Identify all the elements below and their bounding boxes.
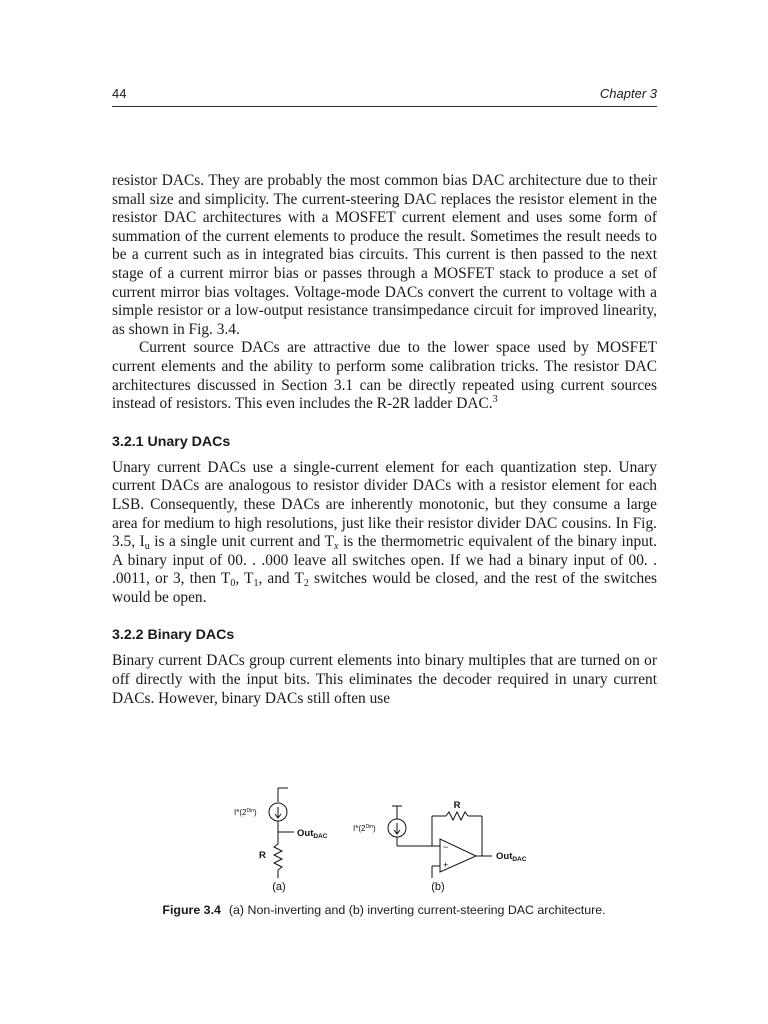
paragraph-intro: resistor DACs. They are probably the most common bias DAC architecture due to their small size and simplicity. The current-steering DAC replaces the resistor element in the resistor DAC architectures with a MOSFET current element and uses some form of summation of the current elements to produce the result. Sometimes the result needs to be a current such as in integrated bias circuits. This current is then passed to the next stage of a current mirror bias or passes through a MOSFET stack to produce a set of current mirror bias voltages. Voltage-mode DACs convert the current to voltage with a simple resistor or a low-output resistance transimpedance circuit for improved linearity, as shown in Fig. 3.4. — [112, 172, 657, 338]
opamp-minus: − — [443, 842, 449, 852]
resistor-label-a: R — [259, 850, 266, 861]
circuit-diagram — [220, 782, 550, 894]
subscript: u — [144, 541, 150, 553]
text-run: Unary current DACs use a single-current element for each quantization step. Unary current DACs are analogous to resistor divider DACs with a resistor element for each LSB. Consequently, these DACs are inherently monotonic, but they consume a large area for medium to high resolutions, just like their resistor divider DAC cousins. In Fig. 3.5, I — [112, 458, 657, 551]
caption-text: (a) Non-inverting and (b) inverting current-steering DAC architecture. — [228, 903, 606, 917]
header-rule — [112, 106, 657, 107]
subfigure-tag-b: (b) — [431, 881, 445, 893]
footnote-ref[interactable]: 3 — [492, 394, 498, 406]
figure-caption — [0, 903, 768, 917]
heading-unary-dacs: 3.2.1 Unary DACs — [112, 433, 231, 450]
subscript: 0 — [230, 578, 236, 590]
circuit-a — [269, 788, 294, 878]
opamp-plus: + — [443, 860, 449, 870]
page-number: 44 — [112, 86, 127, 101]
source-label-a: $I*(2^{Din})$ — [234, 808, 257, 817]
caption-label: Figure 3.4 — [162, 903, 221, 917]
circuit-b — [388, 806, 492, 878]
text-run: , T — [235, 570, 254, 588]
paragraph-text: Current source DACs are attractive due to the lower space used by MOSFET current elements and the ability to perform some calibration tricks. The resistor DAC architectures discussed in Section 3.1 can be directly repeated using current sources instead of resistors. This even includes the R-2R ladder DAC. — [112, 339, 657, 413]
subscript: x — [333, 541, 339, 553]
text-run: , and T — [258, 570, 304, 588]
paragraph-current-source — [112, 339, 657, 413]
subscript: 2 — [303, 578, 309, 590]
subscript: 1 — [253, 578, 259, 590]
figure-3-4 — [220, 782, 550, 894]
resistor-icon — [274, 844, 282, 870]
source-label-b: $I*(2^{Din})$ — [353, 824, 376, 833]
out-label-b: Out$_{DAC}$ — [496, 851, 527, 863]
text-run: switches would be closed, and the rest of the switches would be open. — [112, 570, 658, 606]
out-label-a: Out$_{DAC}$ — [297, 828, 328, 840]
subfigure-tag-a: (a) — [272, 881, 286, 893]
text-run: is the thermometric equivalent of the binary input. A binary input of 00. . .000 leave all switches open. If we had a binary input of 00. . .0011, or 3, then T — [112, 533, 657, 588]
chapter-title: Chapter 3 — [599, 86, 657, 101]
heading-binary-dacs: 3.2.2 Binary DACs — [112, 627, 235, 644]
paragraph-unary — [112, 459, 657, 608]
resistor-label-b: R — [453, 800, 461, 811]
text-run: is a single unit current and T — [149, 533, 334, 551]
running-header — [112, 86, 657, 106]
paragraph-binary: Binary current DACs group current elements into binary multiples that are turned on or off directly with the input bits. This eliminates the decoder required in unary current DACs. However, binary DACs still often use — [112, 652, 657, 707]
main-text — [112, 172, 657, 708]
feedback-resistor-icon — [446, 812, 468, 820]
